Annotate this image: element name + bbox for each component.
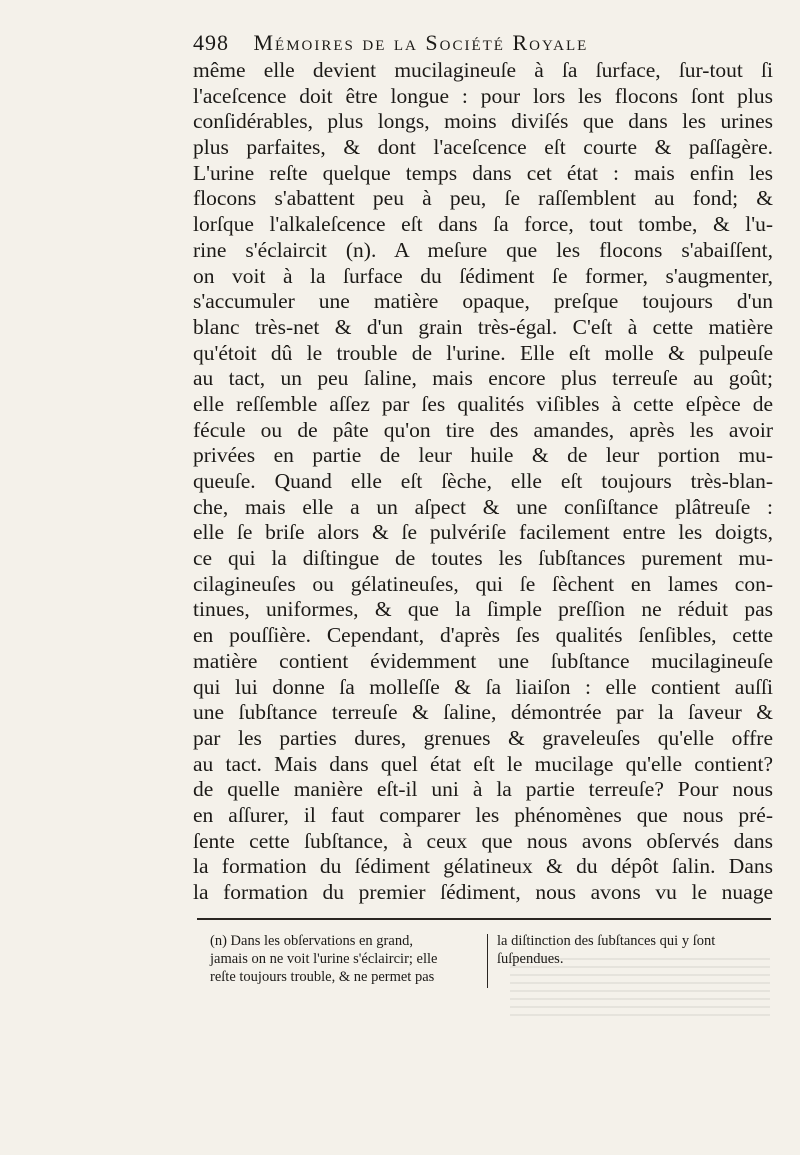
bleed-through-shadow — [510, 958, 770, 1018]
body-line: au tact. Mais dans quel état eſt le mucilage qu'elle contient? — [193, 751, 773, 776]
body-line: plus parfaites, & dont l'aceſcence eſt courte & paſſagère. — [193, 135, 773, 160]
body-line: ſente cette ſubſtance, à ceux que nous avons obſervés dans — [193, 828, 773, 853]
body-line: s'accumuler une matière opaque, preſque toujours d'un — [193, 289, 773, 314]
body-line: de quelle manière eſt-il uni à la partie terreuſe? Pour nous — [193, 777, 773, 802]
body-line: matière contient évidemment une ſubſtance mucilagineuſe — [193, 648, 773, 673]
body-line: tinues, uniformes, & que la ſimple preſſion ne réduit pas — [193, 597, 773, 622]
body-line: lorſque l'alkaleſcence eſt dans ſa force, tout tombe, & l'u- — [193, 212, 773, 237]
body-line: en aſſurer, il faut comparer les phénomènes que nous pré- — [193, 802, 773, 827]
body-line: privées en partie de leur huile & de leur portion mu- — [193, 443, 773, 468]
body-line: fécule ou de pâte qu'on tire des amandes, après les avoir — [193, 417, 773, 442]
running-title: Mémoires de la Société Royale — [253, 30, 589, 55]
body-line: qui lui donne ſa molleſſe & ſa liaiſon : elle contient auſſi — [193, 674, 773, 699]
body-line: l'aceſcence doit être longue : pour lors les flocons ſont plus — [193, 83, 773, 108]
page-number: 498 — [193, 30, 229, 55]
body-line: la formation du ſédiment gélatineux & du dépôt ſalin. Dans — [193, 854, 773, 879]
footnote-line: ſuſpendues. — [497, 951, 564, 967]
footnote-column-divider — [487, 934, 488, 988]
body-line: ce qui la diſtingue de toutes les ſubſtances purement mu- — [193, 546, 773, 571]
body-line: L'urine reſte quelque temps dans cet état : mais enfin les — [193, 160, 773, 185]
body-line: queuſe. Quand elle eſt ſèche, elle eſt toujours très-blan- — [193, 469, 773, 493]
footnote-line: la diſtinction des ſubſtances qui y ſont — [497, 933, 716, 949]
body-line: elle reſſemble aſſez par ſes qualités viſibles à cette eſpèce de — [193, 391, 773, 416]
body-text — [193, 58, 773, 906]
body-line: cilagineuſes ou gélatineuſes, qui ſe ſèchent en lames con- — [193, 571, 773, 596]
footnote-line: jamais on ne voit l'urine s'éclaircir; elle — [210, 951, 438, 967]
body-line: au tact, un peu ſaline, mais encore plus terreuſe au goût; — [193, 366, 773, 391]
body-line: par les parties dures, grenues & graveleuſes qu'elle offre — [193, 725, 773, 750]
footnote-line: reſte toujours trouble, & ne permet pas — [210, 969, 435, 985]
body-line: on voit à la ſurface du ſédiment ſe former, s'augmenter, — [193, 263, 773, 288]
body-line: rine s'éclaircit (n). A meſure que les flocons s'abaiſſent, — [193, 237, 773, 262]
body-line: blanc très-net & d'un grain très-égal. C'eſt à cette matière — [193, 314, 773, 339]
body-line: flocons s'abattent peu à peu, ſe raſſemblent au fond; & — [193, 186, 773, 211]
body-line: une ſubſtance terreuſe & ſaline, démontrée par la ſaveur & — [193, 700, 773, 725]
body-line: qu'étoit dû le trouble de l'urine. Elle eſt molle & pulpeuſe — [193, 340, 773, 365]
footnote-line: (n) Dans les obſervations en grand, — [210, 933, 413, 949]
body-line: che, mais elle a un aſpect & une conſiſtance plâtreuſe : — [193, 494, 773, 519]
body-line: conſidérables, plus longs, moins diviſés que dans les urines — [193, 109, 773, 134]
body-line: elle ſe briſe alors & ſe pulvériſe facilement entre les doigts, — [193, 520, 773, 545]
running-head — [193, 30, 753, 56]
body-line: en pouſſière. Cependant, d'après ſes qualités ſenſibles, cette — [193, 623, 773, 648]
footnote-rule — [197, 918, 771, 920]
footnote-left-column — [210, 932, 478, 986]
body-line: même elle devient mucilagineuſe à ſa ſurface, ſur-tout ſi — [193, 58, 773, 82]
body-line: la formation du premier ſédiment, nous avons vu le nuage — [193, 880, 773, 904]
